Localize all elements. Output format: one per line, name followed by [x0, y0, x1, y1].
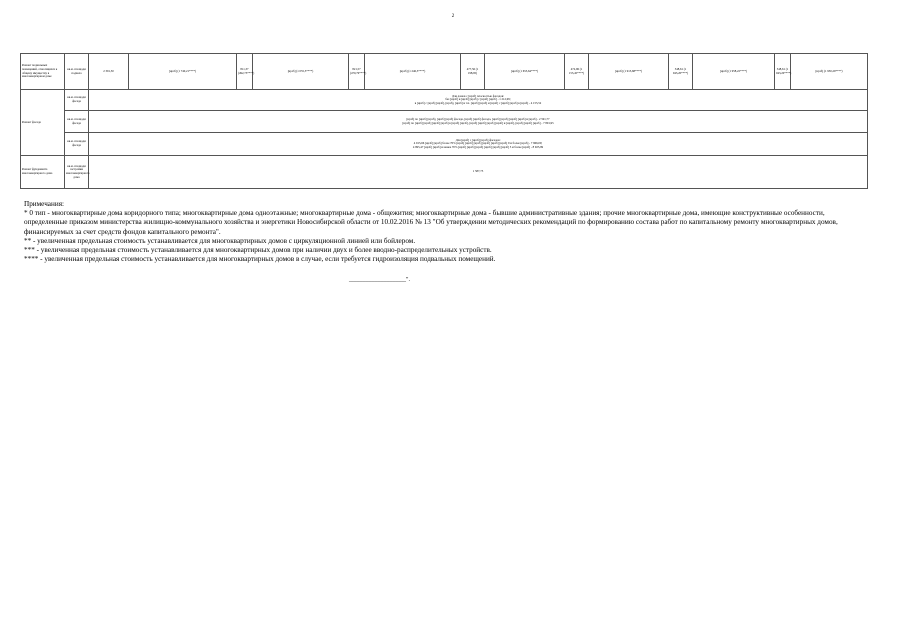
value-cell: 477,56 (1 198,95) [461, 54, 485, 90]
row-unit: кв.м. площади подвала [65, 54, 89, 90]
note-line: 4 995,47 [нрзб] [нрзб] и менее 70% [нрзб] [нрзб] [нрзб] [нрзб] [нрзб] [нрзб] 5 и более [нрзб] - 8 925,99 [412, 144, 544, 149]
value-cell: [нрзб] (1 653,64****) [485, 54, 565, 90]
notes-section [24, 200, 854, 264]
note-line: [нрзб] по [нрзб] [нрзб], [нрзб] [нрзб] фасада, [нрзб] [нрзб] фасада, [нрзб] [нрзб] [нрзб] [нрзб] и [нрзб] - 2 591,77 [406, 116, 550, 121]
value-cell: 548,61 (1 043,20****) [775, 54, 791, 90]
facade-note [89, 133, 868, 156]
cost-table [20, 53, 868, 189]
row-unit: кв.м. площади застройки многоквартирного дома [65, 156, 89, 189]
row-unit: кв.м. площади фасада [65, 90, 89, 111]
note-item: * 0 тип - многоквартирные дома коридорного типа; многоквартирные дома одноэтажные; многоквартирные дома - общежития; многоквартирные дома - бывшие административные здания; прочие многоквартирные дома, имеющие конструктивные особенности, определенные приказом министерства жилищно-коммунального хозяйства и энергетики Новосибирской области от 10.02.2016 № 13 "Об утверждении методических рекомендаций по формированию состава работ по капитальному ремонту многоквартирных домов, финансируемых за счет средств фондов капитального ремонта". [24, 209, 838, 236]
note-line: Для домов с [нрзб] плоскостью фасадов: [451, 93, 505, 98]
value-cell: 821,57 (470,79****) [349, 54, 365, 90]
note-line: 4 915,66 [нрзб] [нрзб] более 70% [нрзб] [нрзб] [нрзб] [нрзб] [нрзб] [нрзб] 9 и более [нрзб] - 7 966,00; [413, 141, 543, 146]
value-cell: [нрзб] (1 740,21****) [129, 54, 237, 90]
value-cell: 548,61 (1 043,20****) [669, 54, 693, 90]
row-unit: кв.м. площади фасада [65, 111, 89, 133]
table-row-facade-2 [21, 111, 868, 133]
row-label: Ремонт подвальных помещений, относящихся к общему имуществу в многоквартирном доме [21, 54, 65, 90]
table-row-foundation [21, 156, 868, 189]
note-item: *** - увеличенная предельная стоимость устанавливается для многоквартирных домов при наличии двух и более вводно-распределительных устройств. [24, 246, 492, 255]
facade-note [89, 90, 868, 111]
table-row-facade-3 [21, 133, 868, 156]
note-line: [нрзб] по [нрзб] [нрзб] [нрзб] [нрзб] в [нрзб] [нрзб], [нрзб] [нрзб] [нрзб] [нрзб] и [нрзб], [нрзб] [нрзб] [нрзб] - 7 891,95 [402, 120, 554, 125]
value-cell: 2 391,50 [89, 54, 129, 90]
value-cell: 811,37 (492,73****) [237, 54, 253, 90]
row-label: Ремонт фундамента многоквартирного дома [21, 156, 65, 189]
note-line: в [нрзб] с [нрзб] [нрзб], [нрзб], [нрзб] и т.п. [нрзб] [нрзб] и [нрзб] с [нрзб] [нрзб] в [нрзб] - 4 155,52 [414, 100, 542, 105]
value-cell: [нрзб] (1 913,68****) [589, 54, 669, 90]
row-unit: кв.м. площади фасада [65, 133, 89, 156]
note-item: **** - увеличенная предельная стоимость устанавливается для многоквартирных домов в случае, если требуется гидроизоляция подвальных помещений. [24, 255, 496, 264]
closing-line: ___________________". [349, 277, 410, 283]
value-cell: 1 587,75 [89, 156, 868, 189]
notes-heading: Примечания: [24, 200, 64, 208]
row-label: Ремонт фасада [21, 90, 65, 156]
page-number: 2 [451, 14, 455, 19]
value-cell: 472,96 (1 153,45****) [565, 54, 589, 90]
note-item: ** - увеличенная предельная стоимость устанавливается для многоквартирных домов с циркуляционной линией или бойлером. [24, 236, 416, 245]
note-line: без [нрзб] и [нрзб] [нрзб] с [нрзб] [нрзб] - 1 212,99; [445, 97, 511, 102]
value-cell: [нрзб] (1 055,5****) [253, 54, 349, 90]
facade-note [89, 111, 868, 133]
note-line: Для [нрзб] с [нрзб] [нрзб] фасадов: [455, 137, 501, 142]
value-cell: [нрзб] (1 958,22****) [693, 54, 775, 90]
table-row-basement [21, 54, 868, 90]
table-row-facade-1 [21, 90, 868, 111]
value-cell: [нрзб] (1 246,5****) [365, 54, 461, 90]
value-cell: [нрзб] (1 930,29****) [791, 54, 868, 90]
